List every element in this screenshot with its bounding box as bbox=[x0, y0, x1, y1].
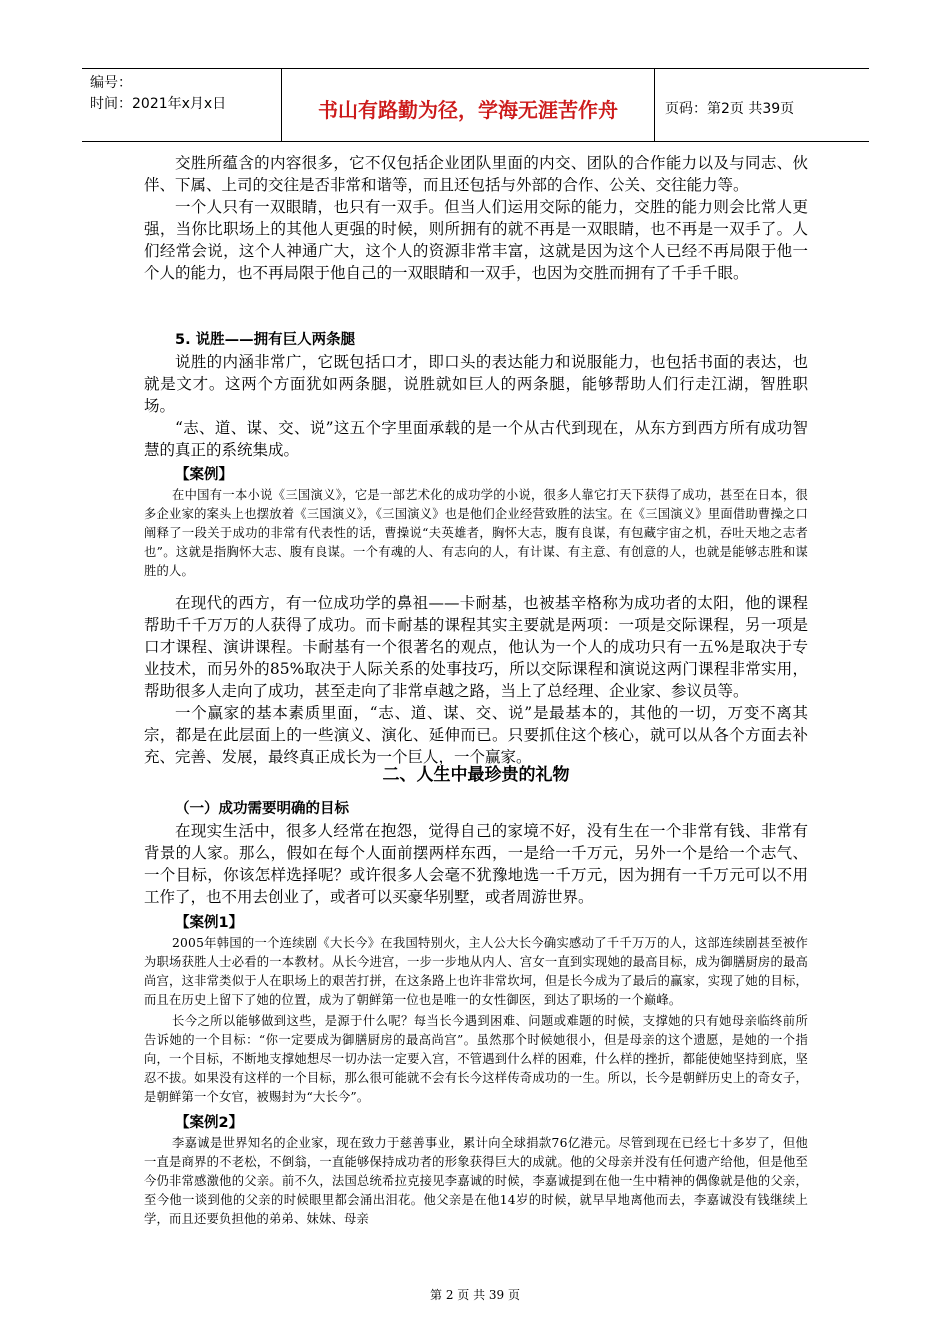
document-date: 时间：2021年x月x日 bbox=[90, 96, 227, 112]
case-label: 【案例2】 bbox=[175, 1115, 244, 1131]
paragraph: 在现实生活中，很多人经常在抱怨，觉得自己的家境不好，没有生在一个非常有钱、非常有背景的人家。那么，假如在每个人面前摆两样东西，一是给一千万元，另外一个是给一个志气、一个目标，你该怎样选择呢？或许很多人会毫不犹豫地选一千万元，因为拥有一千万元可以不用工作了，也不用去创业了，或者可以买豪华别墅，或者周游世界。 bbox=[144, 822, 808, 906]
paragraph: 交胜所蕴含的内容很多，它不仅包括企业团队里面的内交、团队的合作能力以及与同志、伙伴、下属、上司的交往是否非常和谐等，而且还包括与外部的合作、公关、交往能力等。 bbox=[144, 154, 808, 194]
page-header bbox=[82, 68, 869, 142]
header-page-info: 页码：第2页 共39页 bbox=[665, 101, 795, 117]
document-number-label: 编号： bbox=[90, 75, 132, 91]
section-1 bbox=[144, 152, 808, 284]
section-heading: 5. 说胜——拥有巨人两条腿 bbox=[175, 332, 356, 348]
paragraph: 一个赢家的基本素质里面，“志、道、谋、交、说”是最基本的，其他的一切，万变不离其宗，都是在此层面上的一些演义、演化、延伸而已。只要抓住这个核心，就可以从各个方面去补充、完善、发展，最终真正成长为一个巨人，一个赢家。 bbox=[144, 704, 808, 766]
case-text: 2005年韩国的一个连续剧《大长今》在我国特别火，主人公大长今确实感动了千千万万的人，这部连续剧甚至被作为职场获胜人士必看的一本教材。从长今进宫，一步一步地从内人、宫女一直到实现她的最高目标，成为御膳厨房的最高尚宫，这非常类似于人在职场上的艰苦打拼，在这条路上也许非常坎坷，但是长今成为了最后的赢家，实现了她的目标，而且在历史上留下了她的位置，成为了朝鲜第一位也是唯一的女性御医，到达了职场的一个巅峰。 bbox=[144, 936, 808, 1007]
subsection-heading: （一）成功需要明确的目标 bbox=[175, 801, 349, 817]
header-motto: 书山有路勤为径，学海无涯苦作舟 bbox=[282, 69, 655, 141]
paragraph: “志、道、谋、交、说”这五个字里面承载的是一个从古代到现在，从东方到西方所有成功智慧的真正的系统集成。 bbox=[144, 419, 808, 459]
section-1-continued bbox=[144, 592, 808, 768]
page-footer: 第 2 页 共 39 页 bbox=[430, 1288, 520, 1302]
section-1-part-5 bbox=[144, 329, 808, 461]
section-2 bbox=[144, 760, 808, 785]
header-meta bbox=[82, 69, 282, 141]
section-2-sub-1 bbox=[144, 798, 808, 908]
paragraph: 说胜的内涵非常广，它既包括口才，即口头的表达能力和说服能力，也包括书面的表达，也就是文才。这两个方面犹如两条腿，说胜就如巨人的两条腿，能够帮助人们行走江湖，智胜职场。 bbox=[144, 353, 808, 415]
case-block bbox=[144, 464, 808, 581]
case-1-block bbox=[144, 912, 808, 1107]
case-text: 李嘉诚是世界知名的企业家，现在致力于慈善事业，累计向全球捐款76亿港元。尽管到现在已经七十多岁了，但他一直是商界的不老松，不倒翁，一直能够保持成功者的形象获得巨大的成就。他的父母亲并没有任何遗产给他，但是他至今仍非常感激他的父亲。前不久，法国总统希拉克接见李嘉诚的时候，李嘉诚提到在他一生中精神的偶像就是他的父亲，至今他一谈到他的父亲的时候眼里都会涌出泪花。他父亲是在他14岁的时候，就早早地离他而去，李嘉诚没有钱继续上学，而且还要负担他的弟弟、妹妹、母亲 bbox=[144, 1136, 808, 1226]
case-text: 长今之所以能够做到这些，是源于什么呢？每当长今遇到困难、问题或难题的时候，支撑她的只有她母亲临终前所告诉她的一个目标：“你一定要成为御膳厨房的最高尚宫”。虽然那个时候她很小，但是母亲的这个遗愿，是她的一个指向，一个目标，不断地支撑她想尽一切办法一定要入宫，不管遇到什么样的困难，什么样的挫折，都能使她坚持到底，坚忍不拔。如果没有这样的一个目标，那么很可能就不会有长今这样传奇成功的一生。所以，长今是朝鲜历史上的奇女子，是朝鲜第一个女官，被赐封为“大长今”。 bbox=[144, 1014, 808, 1104]
paragraph: 在现代的西方，有一位成功学的鼻祖——卡耐基，也被基辛格称为成功者的太阳，他的课程帮助千千万万的人获得了成功。而卡耐基的课程其实主要就是两项：一项是交际课程，另一项是口才课程、演讲课程。卡耐基有一个很著名的观点，他认为一个人的成功只有一五%是取决于专业技术，而另外的85%取决于人际关系的处事技巧，所以交际课程和演说这两门课程非常实用，帮助很多人走向了成功，甚至走向了非常卓越之路，当上了总经理、企业家、参议员等。 bbox=[144, 594, 808, 700]
case-text: 在中国有一本小说《三国演义》，它是一部艺术化的成功学的小说，很多人靠它打天下获得了成功，甚至在日本，很多企业家的案头上也摆放着《三国演义》，《三国演义》也是他们企业经营致胜的法宝。在《三国演义》里面借助曹操之口阐释了一段关于成功的非常有代表性的话，曹操说“夫英雄者，胸怀大志，腹有良谋，有包藏宇宙之机，吞吐天地之志者也”。这就是指胸怀大志、腹有良谋。一个有魂的人、有志向的人，有计谋、有主意、有创意的人，也就是能够志胜和谋胜的人。 bbox=[144, 488, 808, 578]
case-label: 【案例1】 bbox=[175, 915, 244, 931]
chapter-title: 二、人生中最珍贵的礼物 bbox=[382, 765, 570, 785]
case-label: 【案例】 bbox=[175, 467, 233, 483]
case-2-block bbox=[144, 1112, 808, 1229]
paragraph: 一个人只有一双眼睛，也只有一双手。但当人们运用交际的能力，交胜的能力则会比常人更强，当你比职场上的其他人更强的时候，则所拥有的就不再是一双眼睛，也不再是一双手了。人们经常会说，这个人神通广大，这个人的资源非常丰富，这就是因为这个人已经不再局限于他一个人的能力，也不再局限于他自己的一双眼睛和一双手，也因为交胜而拥有了千手千眼。 bbox=[144, 198, 808, 282]
